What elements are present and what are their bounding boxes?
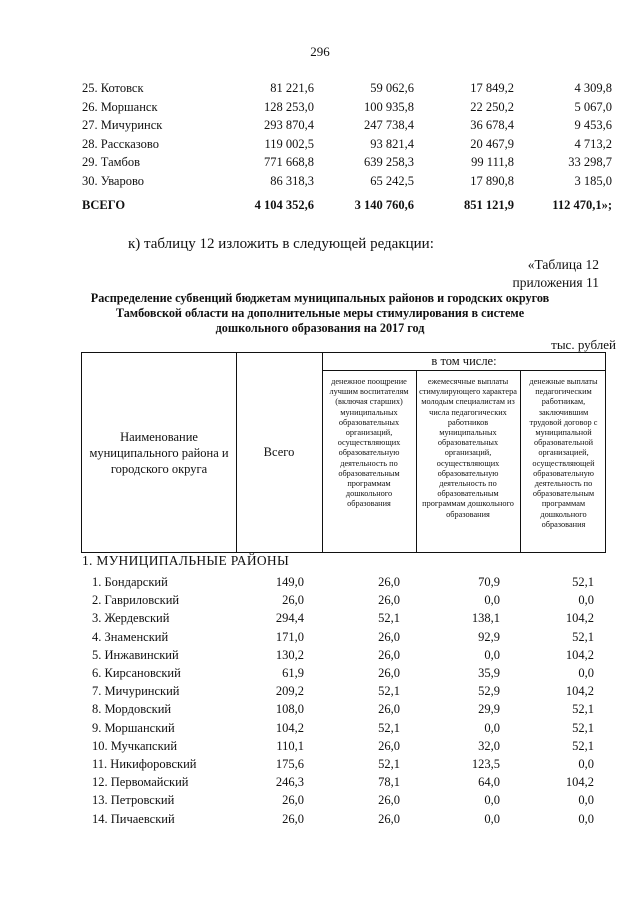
district-name: 10. Мучкапский	[92, 738, 178, 753]
district-value: 123,5	[471, 757, 500, 772]
district-value: 26,0	[378, 593, 400, 608]
row-value: 99 111,8	[471, 155, 514, 169]
table-reference	[512, 256, 599, 292]
district-name: 13. Петровский	[92, 793, 175, 808]
district-name: 14. Пичаевский	[92, 811, 175, 826]
district-value: 26,0	[378, 738, 400, 753]
row-value: 639 258,3	[364, 155, 414, 169]
district-value: 26,0	[378, 575, 400, 589]
heading-line: дошкольного образования на 2017 год	[215, 321, 425, 335]
table-row	[82, 135, 612, 154]
table-row	[82, 573, 594, 591]
total-value: 3 140 760,6	[354, 198, 414, 212]
district-value: 104,2	[275, 720, 304, 735]
district-value: 52,1	[572, 575, 594, 589]
district-name: 8. Мордовский	[92, 702, 172, 717]
row-value: 20 467,9	[470, 136, 514, 151]
table-row	[82, 791, 594, 809]
table-row	[82, 719, 594, 737]
total-label: ВСЕГО	[82, 198, 126, 212]
page-number: 296	[310, 44, 330, 59]
district-value: 104,2	[565, 775, 594, 790]
total-value: 4 104 352,6	[254, 198, 314, 212]
table-row	[82, 98, 612, 117]
row-value: 65 242,5	[370, 173, 414, 188]
district-value: 52,1	[378, 684, 400, 699]
row-value: 17 849,2	[470, 81, 514, 95]
row-value: 4 713,2	[574, 136, 612, 151]
table-row	[82, 646, 594, 664]
table-header	[81, 352, 606, 553]
district-value: 78,1	[378, 775, 400, 790]
district-value: 0,0	[484, 593, 500, 608]
amendment-intro: к) таблицу 12 изложить в следующей редакции:	[128, 236, 434, 252]
row-value: 33 298,7	[568, 155, 612, 169]
row-value: 4 309,8	[574, 81, 612, 95]
row-value: 59 062,6	[370, 81, 414, 95]
district-value: 52,1	[572, 720, 594, 735]
table-row	[82, 737, 594, 755]
table-reference-line: приложения 11	[512, 275, 599, 290]
table-row	[82, 810, 594, 828]
table-row	[82, 773, 594, 791]
table-row	[82, 591, 594, 609]
district-value: 0,0	[578, 666, 594, 681]
row-name: 27. Мичуринск	[82, 118, 163, 132]
district-name: 7. Мичуринский	[92, 684, 180, 699]
column-header-name: Наименование муниципального района и городского округа	[89, 429, 229, 476]
district-value: 0,0	[484, 811, 500, 826]
district-value: 26,0	[378, 629, 400, 644]
district-value: 26,0	[378, 811, 400, 826]
district-value: 130,2	[275, 647, 304, 662]
total-value: 851 121,9	[464, 198, 514, 212]
table-row	[82, 682, 594, 700]
row-name: 28. Рассказово	[82, 136, 159, 151]
row-value: 771 668,8	[264, 155, 314, 169]
table-row	[82, 664, 594, 682]
district-value: 0,0	[484, 793, 500, 808]
row-value: 247 738,4	[364, 118, 414, 132]
row-value: 93 821,4	[370, 136, 414, 151]
district-value: 26,0	[378, 702, 400, 717]
column-header-contract-payments: денежные выплаты педагогическим работникам, заключившим трудовой договор с муниципальной образовательной организацией, осуществляющей образовательную деятельность по образовательным программам дошкольного образования	[529, 377, 598, 529]
district-name: 12. Первомайский	[92, 775, 189, 790]
table-row	[82, 153, 612, 172]
district-value: 29,9	[478, 702, 500, 717]
table-row	[82, 79, 612, 98]
table-heading	[60, 291, 580, 336]
row-value: 86 318,3	[270, 173, 314, 188]
row-value: 81 221,6	[270, 81, 314, 95]
row-value: 119 002,5	[264, 136, 314, 151]
row-value: 36 678,4	[470, 118, 514, 132]
row-value: 100 935,8	[364, 99, 414, 114]
table-row	[82, 628, 594, 646]
section-title: 1. МУНИЦИПАЛЬНЫЕ РАЙОНЫ	[82, 553, 290, 568]
district-value: 0,0	[578, 811, 594, 826]
table-reference-line: «Таблица 12	[527, 257, 599, 272]
table-row	[82, 755, 594, 773]
row-value: 22 250,2	[470, 99, 514, 114]
district-value: 0,0	[484, 720, 500, 735]
district-value: 171,0	[275, 629, 304, 644]
column-header-including: в том числе:	[431, 354, 497, 368]
district-value: 52,1	[378, 611, 400, 626]
table-row	[82, 116, 612, 135]
district-value: 104,2	[565, 647, 594, 662]
district-value: 64,0	[478, 775, 500, 790]
column-header-bonus: денежное поощрение лучшим воспитателям (включая старших) муниципальных образовательных организаций, осуществляющих образовательную деятельность по образовательным программам дошкольного образования	[329, 377, 409, 509]
district-value: 26,0	[282, 793, 304, 808]
row-name: 26. Моршанск	[82, 99, 158, 114]
district-value: 138,1	[471, 611, 500, 626]
heading-line: Тамбовской области на дополнительные меры стимулирования в системе	[115, 306, 525, 320]
table-row	[82, 172, 612, 191]
column-header-total: Всего	[263, 445, 295, 459]
districts-table	[82, 573, 594, 828]
district-value: 35,9	[478, 666, 500, 681]
district-value: 52,1	[378, 757, 400, 772]
district-value: 175,6	[275, 757, 304, 772]
district-name: 4. Знаменский	[92, 629, 169, 644]
district-value: 52,9	[478, 684, 500, 699]
row-name: 25. Котовск	[82, 81, 144, 95]
total-value: 112 470,1»;	[552, 198, 612, 212]
district-name: 9. Моршанский	[92, 720, 175, 735]
district-value: 26,0	[378, 793, 400, 808]
row-value: 9 453,6	[574, 118, 612, 132]
district-value: 0,0	[578, 793, 594, 808]
previous-table-fragment	[82, 79, 612, 215]
district-value: 70,9	[478, 575, 500, 589]
row-value: 17 890,8	[470, 173, 514, 188]
district-name: 11. Никифоровский	[92, 757, 197, 772]
district-value: 0,0	[578, 757, 594, 772]
table-row	[82, 700, 594, 718]
row-name: 29. Тамбов	[82, 155, 141, 169]
table-row	[82, 609, 594, 627]
district-value: 26,0	[282, 811, 304, 826]
district-value: 108,0	[275, 702, 304, 717]
row-value: 5 067,0	[574, 99, 612, 114]
district-value: 149,0	[275, 575, 304, 589]
district-name: 5. Инжавинский	[92, 647, 179, 662]
total-row	[82, 190, 612, 215]
district-value: 52,1	[572, 702, 594, 717]
district-value: 110,1	[276, 738, 304, 753]
district-name: 1. Бондарский	[92, 575, 168, 589]
district-value: 52,1	[572, 629, 594, 644]
row-value: 293 870,4	[264, 118, 314, 132]
row-value: 3 185,0	[574, 173, 612, 188]
heading-line: Распределение субвенций бюджетам муниципальных районов и городских округов	[90, 291, 550, 305]
district-value: 26,0	[282, 593, 304, 608]
district-name: 2. Гавриловский	[92, 593, 180, 608]
district-value: 0,0	[578, 593, 594, 608]
district-value: 104,2	[565, 684, 594, 699]
district-value: 209,2	[275, 684, 304, 699]
district-value: 246,3	[275, 775, 304, 790]
district-value: 104,2	[565, 611, 594, 626]
column-header-young-specialists: ежемесячные выплаты стимулирующего характера молодым специалистам из числа педагогических работников муниципальных образовательных организаций, осуществляющих образовательную деятельность по образовательным программам дошкольного образования	[419, 377, 517, 519]
district-value: 61,9	[282, 666, 304, 681]
district-name: 3. Жердевский	[92, 611, 170, 626]
district-value: 26,0	[378, 666, 400, 681]
row-name: 30. Уварово	[82, 173, 145, 188]
district-value: 52,1	[378, 720, 400, 735]
district-value: 32,0	[478, 738, 500, 753]
units-label: тыс. рублей	[551, 337, 616, 352]
district-value: 0,0	[484, 647, 500, 662]
district-value: 92,9	[478, 629, 500, 644]
district-value: 294,4	[275, 611, 304, 626]
district-value: 52,1	[572, 738, 594, 753]
district-value: 26,0	[378, 647, 400, 662]
district-name: 6. Кирсановский	[92, 666, 181, 681]
row-value: 128 253,0	[264, 99, 314, 114]
